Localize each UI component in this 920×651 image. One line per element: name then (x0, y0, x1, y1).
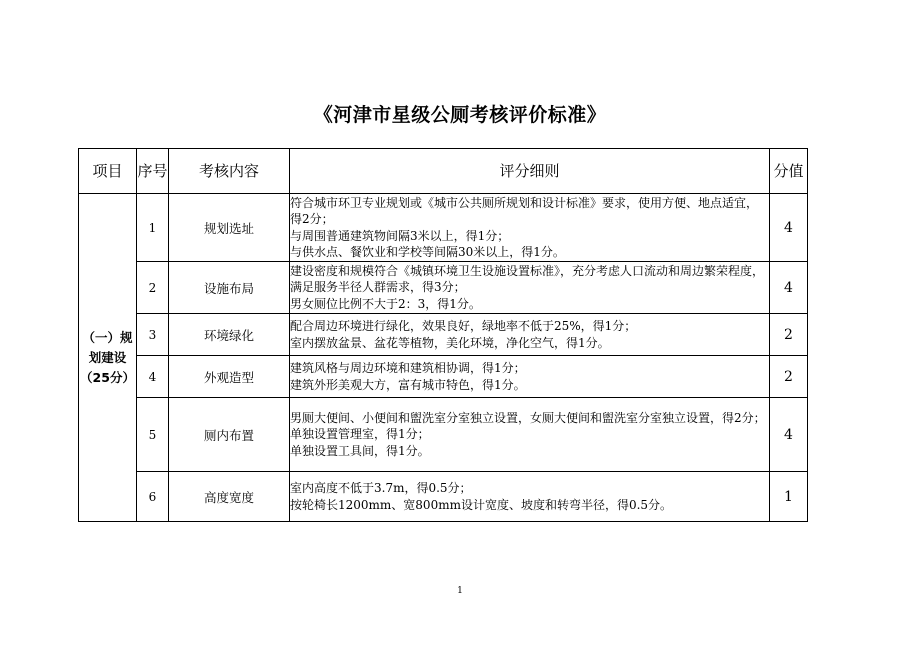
item-cell: 规划选址 (169, 194, 290, 262)
header-criteria: 评分细则 (290, 149, 770, 194)
score-cell: 1 (770, 472, 808, 522)
seq-cell: 3 (137, 314, 169, 356)
criteria-line: 男女厕位比例不大于2：3，得1分。 (290, 296, 481, 311)
item-cell: 厕内布置 (169, 398, 290, 472)
criteria-line: 男厕大便间、小便间和盥洗室分室独立设置，女厕大便间和盥洗室分室独立设置，得2分； (290, 410, 766, 425)
item-cell: 设施布局 (169, 262, 290, 314)
seq-cell: 1 (137, 194, 169, 262)
header-content: 考核内容 (169, 149, 290, 194)
seq-cell: 5 (137, 398, 169, 472)
seq-cell: 4 (137, 356, 169, 398)
header-seq: 序号 (137, 149, 169, 194)
document-title: 《河津市星级公厕考核评价标准》 (313, 104, 607, 126)
table-row (79, 398, 808, 472)
criteria-line: 建筑风格与周边环境和建筑相协调，得1分； (290, 361, 526, 375)
table-header-row (79, 149, 808, 194)
header-project: 项目 (79, 149, 137, 194)
score-cell: 2 (770, 314, 808, 356)
score-cell: 4 (770, 194, 808, 262)
criteria-line: 室内摆放盆景、盆花等植物，美化环境，净化空气，得1分。 (290, 335, 610, 350)
header-score: 分值 (770, 149, 808, 194)
criteria-line: 单独设置工具间，得1分。 (290, 443, 430, 458)
score-cell: 4 (770, 398, 808, 472)
criteria-line: 室内高度不低于3.7m，得0.5分； (290, 481, 472, 495)
page-number: 1 (457, 586, 463, 596)
criteria-line: 单独设置管理室，得1分； (290, 427, 430, 442)
criteria-cell (290, 356, 770, 398)
score-cell: 4 (770, 262, 808, 314)
criteria-cell (290, 262, 770, 314)
item-cell: 高度宽度 (169, 472, 290, 522)
seq-cell: 6 (137, 472, 169, 522)
table-row (79, 356, 808, 398)
table-row (79, 472, 808, 522)
criteria-cell (290, 314, 770, 356)
criteria-line: 与供水点、餐饮业和学校等间隔30米以上，得1分。 (290, 245, 565, 259)
criteria-line: 符合城市环卫专业规划或《城市公共厕所规划和设计标准》要求，使用方便、地点适宜，得2分； (290, 195, 759, 226)
score-cell: 2 (770, 356, 808, 398)
criteria-line: 按轮椅长1200mm、宽800mm设计宽度、坡度和转弯半径，得0.5分。 (290, 497, 673, 512)
item-cell: 外观造型 (169, 356, 290, 398)
criteria-cell (290, 472, 770, 522)
criteria-line: 配合周边环境进行绿化，效果良好，绿地率不低于25%，得1分； (290, 319, 637, 333)
category-cell: （一）规划建设（25分） (79, 194, 137, 522)
seq-cell: 2 (137, 262, 169, 314)
criteria-cell (290, 194, 770, 262)
criteria-line: 与周围普通建筑物间隔3米以上，得1分； (290, 228, 510, 243)
table-row (79, 314, 808, 356)
evaluation-table (78, 148, 808, 522)
criteria-line: 建设密度和规模符合《城镇环境卫生设施设置标准》，充分考虑人口流动和周边繁荣程度，满足服务半径人群需求，得3分； (290, 263, 765, 295)
criteria-cell (290, 398, 770, 472)
table-row (79, 194, 808, 262)
criteria-line: 建筑外形美观大方，富有城市特色，得1分。 (290, 377, 526, 392)
table-row (79, 262, 808, 314)
item-cell: 环境绿化 (169, 314, 290, 356)
